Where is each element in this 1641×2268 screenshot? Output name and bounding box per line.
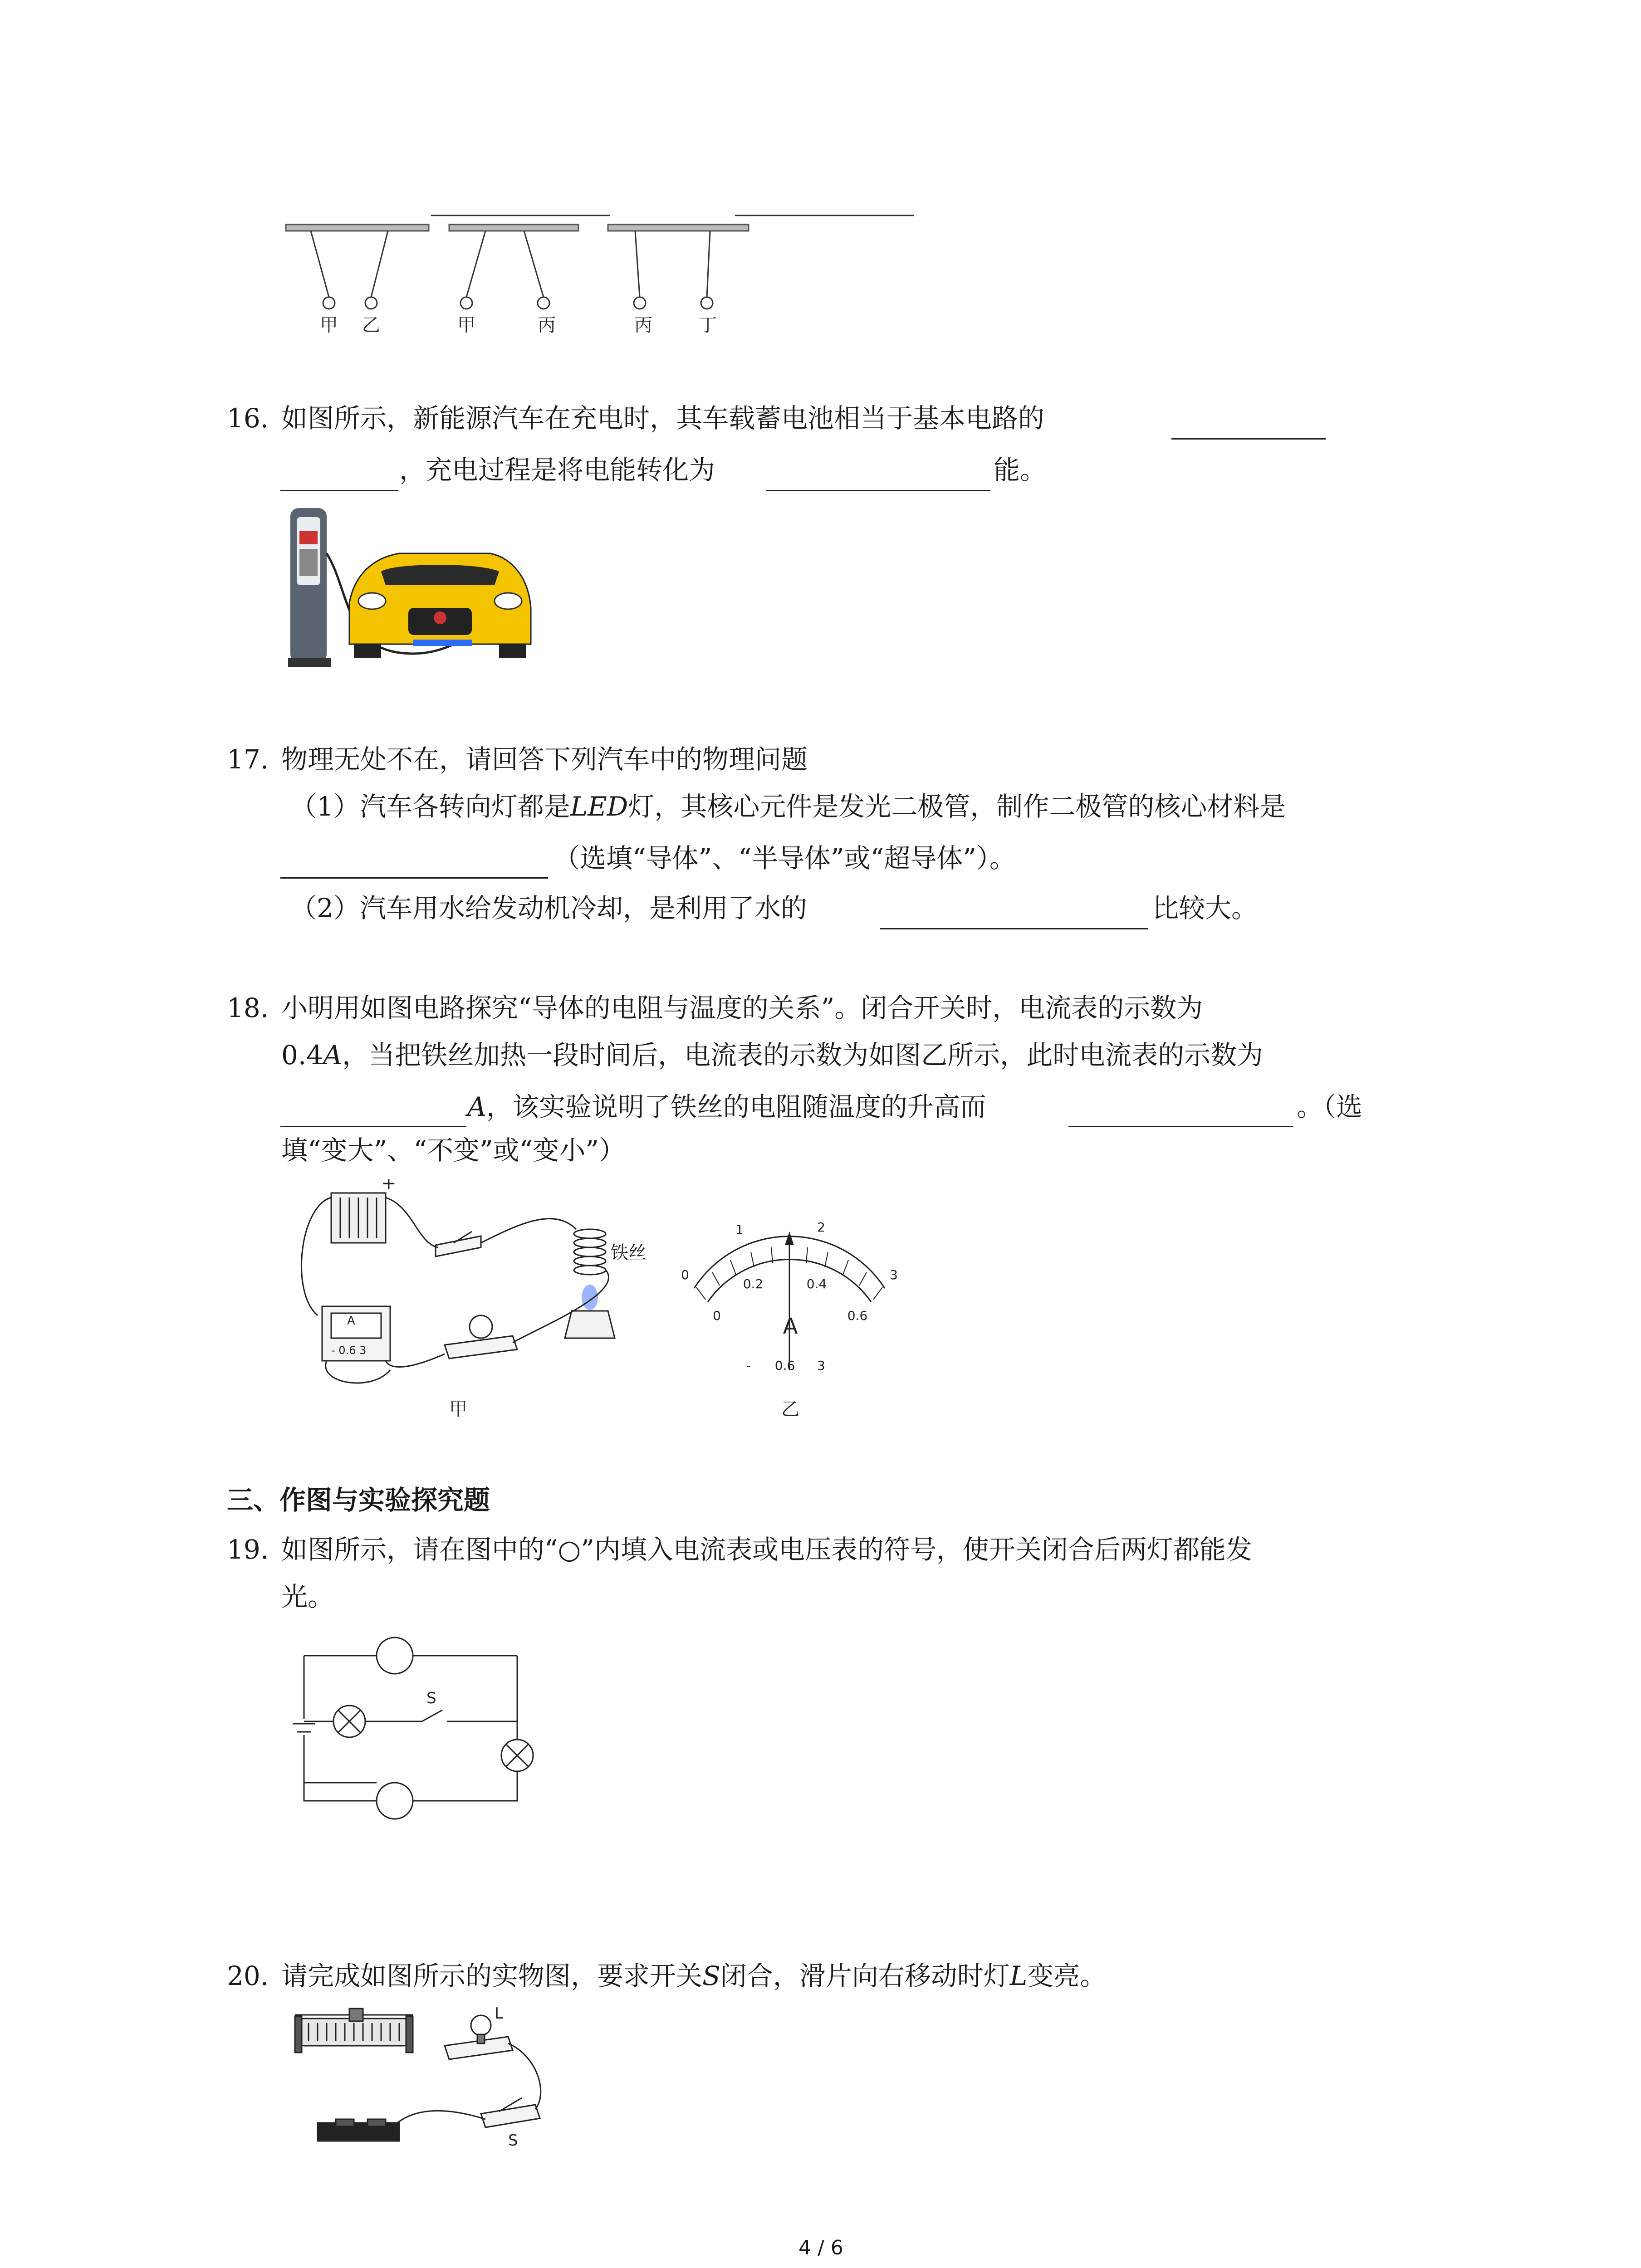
q18-circuit-svg (281, 1179, 671, 1424)
q17-stem: 物理无处不在，请回答下列汽车中的物理问题 (281, 744, 808, 775)
pendulum-label: 甲 (457, 315, 475, 336)
q20-line (281, 1960, 1106, 1992)
q18-line3 (467, 1090, 986, 1123)
dial-terminal: 3 (817, 1358, 825, 1373)
q18-number: 18. (227, 992, 269, 1023)
pendulum-label: 甲 (320, 315, 338, 336)
q18-initial-value: 0.4 (281, 1040, 323, 1070)
ammeter-dial-svg (671, 1207, 907, 1424)
iron-wire-label: 铁丝 (610, 1242, 647, 1263)
q20-apparatus-figure (281, 2000, 590, 2150)
q19-circuit-figure (290, 1628, 544, 1823)
page-number: 4 / 6 (798, 2236, 843, 2259)
figure-jia-label: 甲 (449, 1399, 467, 1420)
dial-bottom-scale: 0 (713, 1308, 721, 1323)
ammeter-terminal-labels: - 0.6 3 (331, 1344, 367, 1357)
pendulum-label: 丁 (699, 315, 717, 336)
pendulum-diagram (272, 195, 930, 345)
q17-part1-a: （1）汽车各转向灯都是 (290, 791, 570, 822)
battery-plus-label: + (381, 1179, 397, 1194)
q20-apparatus-svg (281, 2000, 590, 2150)
dial-terminal: - (746, 1358, 751, 1373)
charging-car-illustration (281, 499, 535, 671)
pendulum-label: 乙 (362, 315, 380, 336)
q16-number: 16. (227, 403, 269, 434)
q18-ammeter-dial-figure (671, 1207, 907, 1424)
q16-text-end: 能。 (994, 455, 1047, 485)
figure-yi-label: 乙 (781, 1399, 799, 1420)
q18-blank-2[interactable] (1068, 1126, 1293, 1127)
q19-circuit-svg (290, 1628, 544, 1823)
q18-line2-rest: ，当把铁丝加热一段时间后，电流表的示数为如图乙所示，此时电流表的示数为 (342, 1040, 1264, 1070)
dial-terminal: 0.6 (774, 1358, 795, 1373)
q20-number: 20. (227, 1960, 269, 1991)
q19-number: 19. (227, 1534, 269, 1565)
q16-blank-1-cont[interactable] (280, 490, 398, 491)
meter-slot-circle[interactable] (377, 1637, 413, 1674)
q17-blank-2[interactable] (880, 928, 1148, 929)
q20-text-b: 闭合，滑片向右移动时灯 (720, 1960, 1010, 1991)
pendulum-label: 丙 (538, 315, 556, 336)
dial-bottom-scale: 0.2 (743, 1276, 764, 1291)
q17-part1-c: （选填“导体”、“半导体”或“超导体”）。 (554, 843, 1016, 874)
q17-part2-b: 比较大。 (1152, 893, 1258, 924)
q17-number: 17. (227, 744, 269, 775)
q16-blank-1[interactable] (1171, 438, 1326, 440)
q20-switch-label: S (508, 2131, 518, 2150)
q18-line2 (281, 1039, 1263, 1071)
meter-slot-circle[interactable] (377, 1783, 413, 1819)
q20-lamp-label: L (495, 2004, 503, 2023)
dial-top-scale: 2 (817, 1220, 825, 1235)
dial-top-scale: 1 (735, 1222, 744, 1237)
dial-letter: A (783, 1314, 798, 1339)
q17-part1-b: 灯，其核心元件是发光二极管，制作二极管的核心材料是 (628, 791, 1286, 822)
q17-blank-1[interactable] (280, 877, 548, 879)
dial-bottom-scale: 0.6 (847, 1308, 868, 1323)
q20-text-c: 变亮。 (1027, 1960, 1107, 1991)
q19-line1: 如图所示，请在图中的“○”内填入电流表或电压表的符号，使开关闭合后两灯都能发 (281, 1534, 1252, 1565)
q17-part2-a: （2）汽车用水给发动机冷却，是利用了水的 (290, 893, 807, 924)
q18-blank-1[interactable] (280, 1126, 466, 1127)
q16-blank-2[interactable] (766, 490, 990, 491)
q17-part1-line (290, 790, 1286, 823)
q18-unit-b: A (467, 1091, 486, 1122)
q19-switch-label: S (426, 1689, 436, 1707)
q18-line3-end: 。（选 (1297, 1091, 1363, 1122)
charging-car-image (281, 499, 535, 671)
q18-circuit-figure (281, 1179, 671, 1424)
section-heading: 三、作图与实验探究题 (227, 1485, 490, 1515)
dial-top-scale: 0 (681, 1267, 689, 1282)
q18-unit-a: A (323, 1040, 343, 1070)
q18-line3-mid: ，该实验说明了铁丝的电阻随温度的升高而 (486, 1091, 986, 1122)
dial-top-scale: 3 (890, 1267, 898, 1282)
top-pendulum-figure (272, 195, 930, 345)
q16-text-line2: ，充电过程是将电能转化为 (399, 455, 715, 485)
q19-line2: 光。 (281, 1581, 334, 1612)
q16-text-line1: 如图所示，新能源汽车在充电时，其车载蓄电池相当于基本电路的 (281, 403, 1045, 434)
q20-text-a: 请完成如图所示的实物图，要求开关 (281, 1960, 703, 1991)
pendulum-label: 丙 (634, 315, 652, 336)
q17-led-term: LED (570, 791, 628, 822)
q18-line1: 小明用如图电路探究“导体的电阻与温度的关系”。闭合开关时，电流表的示数为 (281, 992, 1203, 1023)
q20-lamp-var: L (1009, 1960, 1028, 1991)
dial-bottom-scale: 0.4 (806, 1276, 827, 1291)
q20-switch-var: S (702, 1960, 720, 1991)
ammeter-face-label: A (347, 1314, 355, 1328)
q18-line4: 填“变大”、“不变”或“变小”） (281, 1135, 625, 1166)
